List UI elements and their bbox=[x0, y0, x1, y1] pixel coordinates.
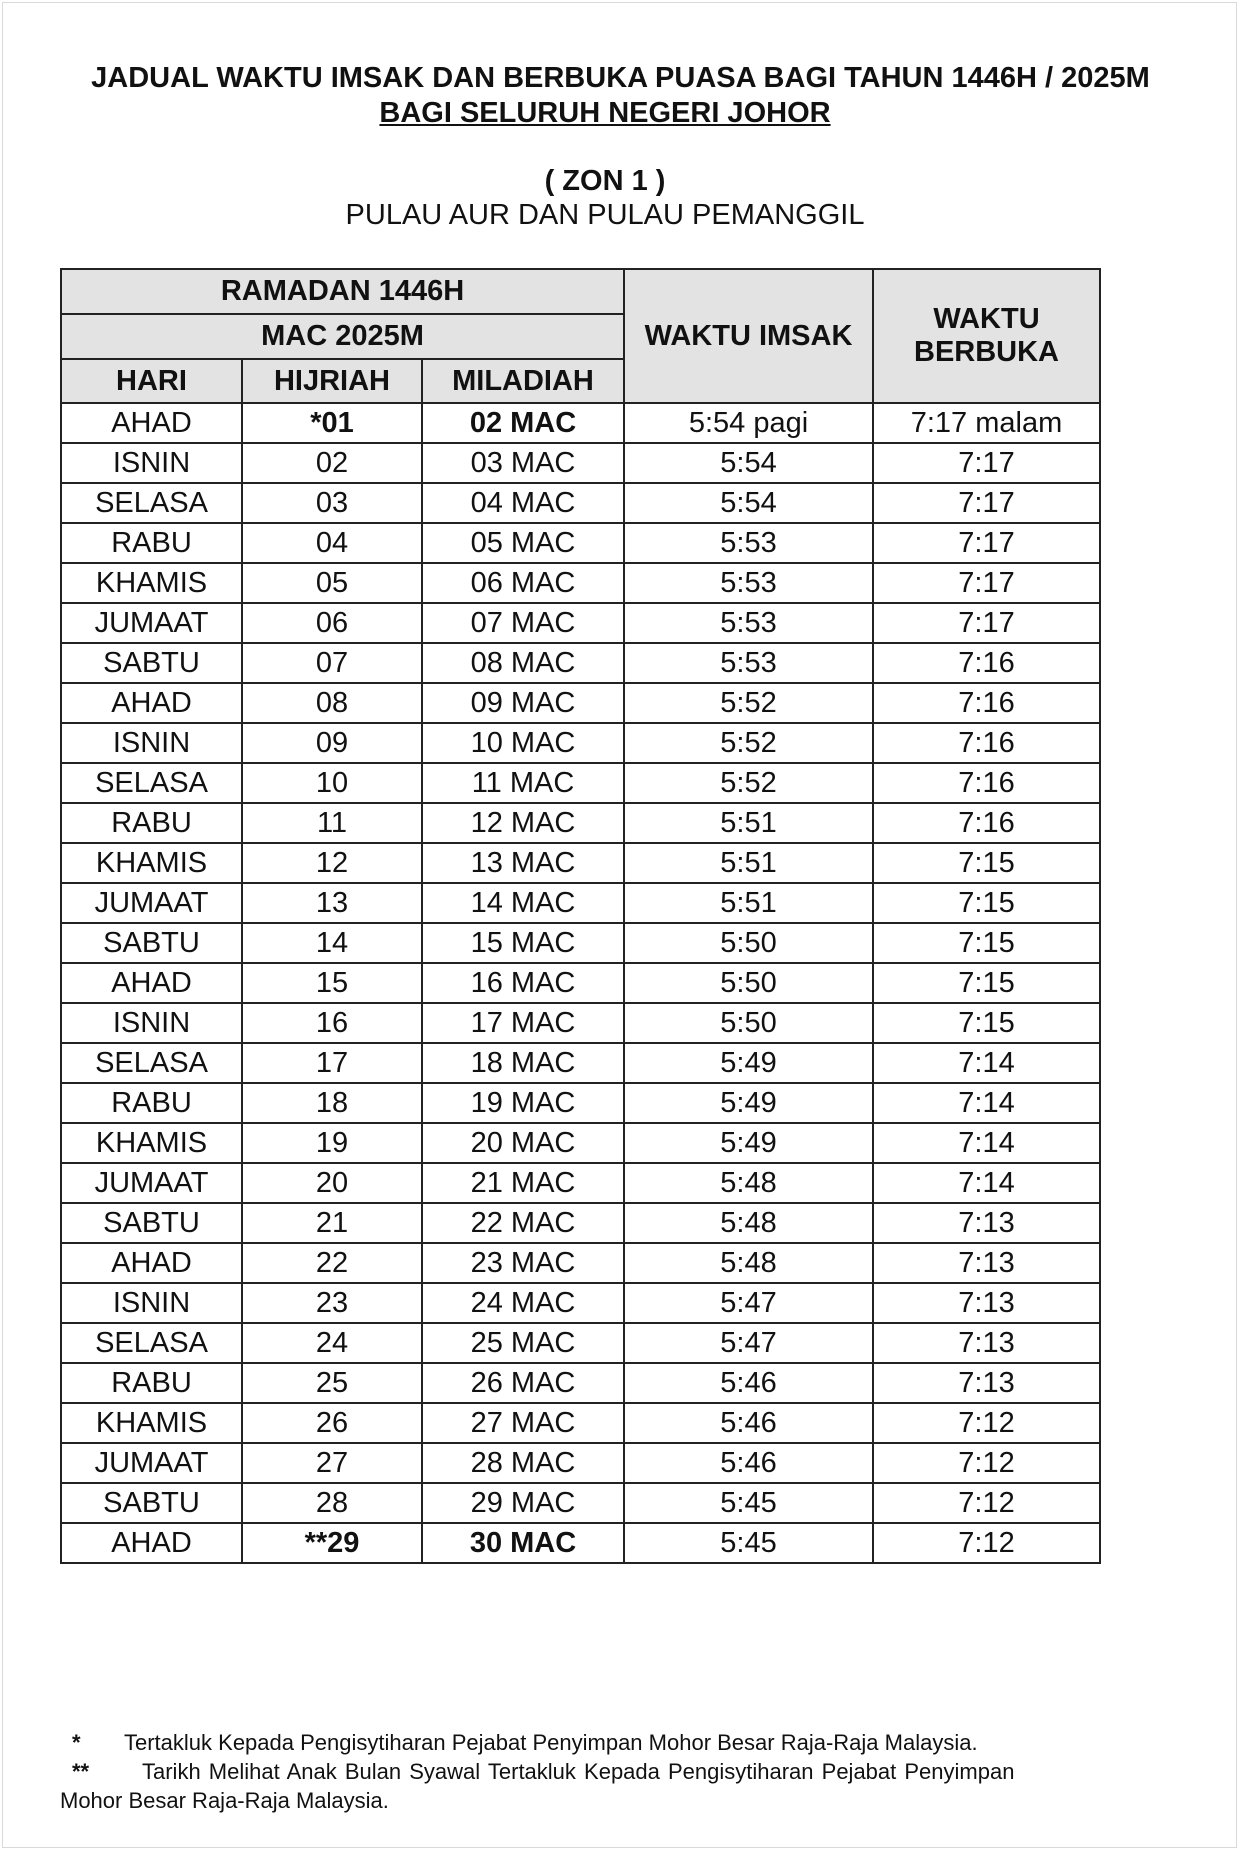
cell-miladiah: 12 MAC bbox=[422, 803, 624, 843]
cell-hari: ISNIN bbox=[61, 443, 242, 483]
cell-berbuka: 7:14 bbox=[873, 1043, 1100, 1083]
cell-hari: KHAMIS bbox=[61, 1403, 242, 1443]
cell-hijriah: **29 bbox=[242, 1523, 422, 1563]
table-row bbox=[61, 883, 1100, 923]
document-subtitle: BAGI SELURUH NEGERI JOHOR bbox=[379, 97, 831, 129]
cell-miladiah: 19 MAC bbox=[422, 1083, 624, 1123]
cell-imsak: 5:54 bbox=[624, 483, 873, 523]
cell-hijriah: 10 bbox=[242, 763, 422, 803]
cell-miladiah: 23 MAC bbox=[422, 1243, 624, 1283]
table-row bbox=[61, 683, 1100, 723]
cell-hari: JUMAAT bbox=[61, 1443, 242, 1483]
schedule-body bbox=[61, 403, 1100, 1563]
footnote-1-text: Tertakluk Kepada Pengisytiharan Pejabat Penyimpan Mohor Besar Raja-Raja Malaysia. bbox=[124, 1730, 978, 1755]
cell-berbuka: 7:12 bbox=[873, 1403, 1100, 1443]
cell-imsak: 5:47 bbox=[624, 1283, 873, 1323]
table-row bbox=[61, 1283, 1100, 1323]
cell-berbuka: 7:16 bbox=[873, 763, 1100, 803]
table-row bbox=[61, 1203, 1100, 1243]
cell-miladiah: 28 MAC bbox=[422, 1443, 624, 1483]
cell-miladiah: 22 MAC bbox=[422, 1203, 624, 1243]
cell-hijriah: 09 bbox=[242, 723, 422, 763]
cell-miladiah: 09 MAC bbox=[422, 683, 624, 723]
cell-berbuka: 7:14 bbox=[873, 1123, 1100, 1163]
cell-berbuka: 7:13 bbox=[873, 1243, 1100, 1283]
table-row bbox=[61, 1243, 1100, 1283]
table-row bbox=[61, 923, 1100, 963]
cell-hari: SELASA bbox=[61, 1043, 242, 1083]
table-row bbox=[61, 1043, 1100, 1083]
cell-berbuka: 7:15 bbox=[873, 923, 1100, 963]
cell-miladiah: 25 MAC bbox=[422, 1323, 624, 1363]
cell-hari: JUMAAT bbox=[61, 1163, 242, 1203]
cell-miladiah: 08 MAC bbox=[422, 643, 624, 683]
cell-imsak: 5:50 bbox=[624, 923, 873, 963]
header-waktu-berbuka: WAKTU BERBUKA bbox=[873, 269, 1100, 403]
cell-imsak: 5:46 bbox=[624, 1403, 873, 1443]
cell-miladiah: 02 MAC bbox=[422, 403, 624, 443]
cell-hijriah: 19 bbox=[242, 1123, 422, 1163]
table-row bbox=[61, 1363, 1100, 1403]
cell-miladiah: 06 MAC bbox=[422, 563, 624, 603]
cell-berbuka: 7:17 malam bbox=[873, 403, 1100, 443]
cell-berbuka: 7:13 bbox=[873, 1283, 1100, 1323]
table-row bbox=[61, 1003, 1100, 1043]
cell-hijriah: *01 bbox=[242, 403, 422, 443]
cell-berbuka: 7:15 bbox=[873, 963, 1100, 1003]
header-ramadan: RAMADAN 1446H bbox=[61, 269, 624, 314]
cell-berbuka: 7:17 bbox=[873, 523, 1100, 563]
cell-hari: SABTU bbox=[61, 1483, 242, 1523]
footnote-2-mark: ** bbox=[72, 1759, 90, 1784]
table-row bbox=[61, 523, 1100, 563]
cell-berbuka: 7:14 bbox=[873, 1163, 1100, 1203]
cell-hari: AHAD bbox=[61, 1523, 242, 1563]
table-row bbox=[61, 1403, 1100, 1443]
cell-hari: KHAMIS bbox=[61, 1123, 242, 1163]
cell-hijriah: 02 bbox=[242, 443, 422, 483]
table-row bbox=[61, 483, 1100, 523]
cell-hijriah: 04 bbox=[242, 523, 422, 563]
cell-imsak: 5:51 bbox=[624, 883, 873, 923]
cell-berbuka: 7:15 bbox=[873, 1003, 1100, 1043]
cell-hari: AHAD bbox=[61, 683, 242, 723]
cell-imsak: 5:48 bbox=[624, 1203, 873, 1243]
cell-hijriah: 20 bbox=[242, 1163, 422, 1203]
cell-hijriah: 28 bbox=[242, 1483, 422, 1523]
cell-miladiah: 16 MAC bbox=[422, 963, 624, 1003]
table-row bbox=[61, 643, 1100, 683]
cell-imsak: 5:48 bbox=[624, 1243, 873, 1283]
cell-miladiah: 07 MAC bbox=[422, 603, 624, 643]
cell-miladiah: 10 MAC bbox=[422, 723, 624, 763]
cell-hijriah: 08 bbox=[242, 683, 422, 723]
cell-hijriah: 17 bbox=[242, 1043, 422, 1083]
cell-miladiah: 04 MAC bbox=[422, 483, 624, 523]
cell-imsak: 5:46 bbox=[624, 1443, 873, 1483]
table-row bbox=[61, 803, 1100, 843]
cell-miladiah: 15 MAC bbox=[422, 923, 624, 963]
cell-hari: AHAD bbox=[61, 963, 242, 1003]
cell-imsak: 5:53 bbox=[624, 523, 873, 563]
cell-hijriah: 16 bbox=[242, 1003, 422, 1043]
cell-imsak: 5:52 bbox=[624, 683, 873, 723]
header-miladiah: MILADIAH bbox=[422, 359, 624, 403]
cell-berbuka: 7:15 bbox=[873, 883, 1100, 923]
cell-imsak: 5:48 bbox=[624, 1163, 873, 1203]
cell-hijriah: 03 bbox=[242, 483, 422, 523]
table-row bbox=[61, 603, 1100, 643]
footnote-2 bbox=[60, 1757, 1160, 1786]
cell-berbuka: 7:16 bbox=[873, 683, 1100, 723]
cell-imsak: 5:49 bbox=[624, 1043, 873, 1083]
schedule-table bbox=[60, 268, 1101, 1564]
cell-berbuka: 7:16 bbox=[873, 803, 1100, 843]
cell-berbuka: 7:16 bbox=[873, 723, 1100, 763]
cell-imsak: 5:51 bbox=[624, 843, 873, 883]
cell-berbuka: 7:13 bbox=[873, 1323, 1100, 1363]
table-row bbox=[61, 443, 1100, 483]
table-row bbox=[61, 1163, 1100, 1203]
cell-imsak: 5:54 pagi bbox=[624, 403, 873, 443]
table-row bbox=[61, 563, 1100, 603]
cell-hijriah: 14 bbox=[242, 923, 422, 963]
cell-imsak: 5:45 bbox=[624, 1483, 873, 1523]
footnote-1-mark: * bbox=[72, 1730, 81, 1755]
cell-hari: RABU bbox=[61, 803, 242, 843]
footnote-2-text: Tarikh Melihat Anak Bulan Syawal Tertakluk Kepada Pengisytiharan Pejabat Penyimpan bbox=[142, 1759, 1015, 1784]
table-row bbox=[61, 1123, 1100, 1163]
cell-imsak: 5:45 bbox=[624, 1523, 873, 1563]
cell-miladiah: 20 MAC bbox=[422, 1123, 624, 1163]
cell-miladiah: 03 MAC bbox=[422, 443, 624, 483]
cell-hijriah: 26 bbox=[242, 1403, 422, 1443]
cell-hijriah: 23 bbox=[242, 1283, 422, 1323]
footnotes bbox=[60, 1728, 1160, 1815]
cell-berbuka: 7:13 bbox=[873, 1363, 1100, 1403]
cell-hijriah: 11 bbox=[242, 803, 422, 843]
cell-imsak: 5:49 bbox=[624, 1123, 873, 1163]
header-mac: MAC 2025M bbox=[61, 314, 624, 359]
cell-imsak: 5:54 bbox=[624, 443, 873, 483]
cell-hari: ISNIN bbox=[61, 1283, 242, 1323]
cell-miladiah: 13 MAC bbox=[422, 843, 624, 883]
footnote-1 bbox=[60, 1728, 1160, 1757]
cell-berbuka: 7:13 bbox=[873, 1203, 1100, 1243]
cell-miladiah: 21 MAC bbox=[422, 1163, 624, 1203]
table-row bbox=[61, 843, 1100, 883]
cell-berbuka: 7:14 bbox=[873, 1083, 1100, 1123]
cell-berbuka: 7:12 bbox=[873, 1523, 1100, 1563]
cell-hari: SELASA bbox=[61, 483, 242, 523]
cell-hari: RABU bbox=[61, 1083, 242, 1123]
cell-hijriah: 21 bbox=[242, 1203, 422, 1243]
cell-hijriah: 15 bbox=[242, 963, 422, 1003]
cell-hijriah: 18 bbox=[242, 1083, 422, 1123]
cell-hijriah: 12 bbox=[242, 843, 422, 883]
cell-hari: SELASA bbox=[61, 763, 242, 803]
cell-berbuka: 7:17 bbox=[873, 603, 1100, 643]
cell-hijriah: 24 bbox=[242, 1323, 422, 1363]
zone-label: ( ZON 1 ) bbox=[544, 165, 666, 197]
cell-miladiah: 30 MAC bbox=[422, 1523, 624, 1563]
cell-hijriah: 22 bbox=[242, 1243, 422, 1283]
cell-hijriah: 27 bbox=[242, 1443, 422, 1483]
zone-place: PULAU AUR DAN PULAU PEMANGGIL bbox=[345, 199, 865, 231]
cell-hari: SABTU bbox=[61, 1203, 242, 1243]
table-row bbox=[61, 1083, 1100, 1123]
cell-berbuka: 7:12 bbox=[873, 1443, 1100, 1483]
cell-hijriah: 07 bbox=[242, 643, 422, 683]
cell-miladiah: 17 MAC bbox=[422, 1003, 624, 1043]
table-row bbox=[61, 403, 1100, 443]
cell-imsak: 5:51 bbox=[624, 803, 873, 843]
table-row bbox=[61, 1443, 1100, 1483]
cell-imsak: 5:49 bbox=[624, 1083, 873, 1123]
cell-miladiah: 11 MAC bbox=[422, 763, 624, 803]
cell-hari: SABTU bbox=[61, 923, 242, 963]
header-hari: HARI bbox=[61, 359, 242, 403]
cell-hari: AHAD bbox=[61, 1243, 242, 1283]
cell-miladiah: 29 MAC bbox=[422, 1483, 624, 1523]
cell-imsak: 5:53 bbox=[624, 563, 873, 603]
cell-berbuka: 7:15 bbox=[873, 843, 1100, 883]
cell-hari: RABU bbox=[61, 1363, 242, 1403]
cell-hari: JUMAAT bbox=[61, 603, 242, 643]
cell-miladiah: 26 MAC bbox=[422, 1363, 624, 1403]
cell-hari: SABTU bbox=[61, 643, 242, 683]
cell-hari: ISNIN bbox=[61, 723, 242, 763]
cell-hari: ISNIN bbox=[61, 1003, 242, 1043]
cell-miladiah: 14 MAC bbox=[422, 883, 624, 923]
cell-hijriah: 13 bbox=[242, 883, 422, 923]
cell-imsak: 5:52 bbox=[624, 723, 873, 763]
table-row bbox=[61, 1523, 1100, 1563]
cell-miladiah: 05 MAC bbox=[422, 523, 624, 563]
header-hijriah: HIJRIAH bbox=[242, 359, 422, 403]
header-waktu-imsak: WAKTU IMSAK bbox=[624, 269, 873, 403]
cell-imsak: 5:46 bbox=[624, 1363, 873, 1403]
document-title: JADUAL WAKTU IMSAK DAN BERBUKA PUASA BAGI TAHUN 1446H / 2025M bbox=[91, 62, 1150, 94]
cell-imsak: 5:47 bbox=[624, 1323, 873, 1363]
cell-hari: RABU bbox=[61, 523, 242, 563]
cell-berbuka: 7:17 bbox=[873, 483, 1100, 523]
cell-imsak: 5:53 bbox=[624, 603, 873, 643]
cell-imsak: 5:53 bbox=[624, 643, 873, 683]
cell-imsak: 5:50 bbox=[624, 1003, 873, 1043]
cell-berbuka: 7:16 bbox=[873, 643, 1100, 683]
cell-hijriah: 25 bbox=[242, 1363, 422, 1403]
cell-hijriah: 06 bbox=[242, 603, 422, 643]
cell-miladiah: 27 MAC bbox=[422, 1403, 624, 1443]
cell-hari: KHAMIS bbox=[61, 843, 242, 883]
cell-berbuka: 7:12 bbox=[873, 1483, 1100, 1523]
table-row bbox=[61, 763, 1100, 803]
cell-hari: SELASA bbox=[61, 1323, 242, 1363]
cell-hari: KHAMIS bbox=[61, 563, 242, 603]
cell-hari: JUMAAT bbox=[61, 883, 242, 923]
table-row bbox=[61, 963, 1100, 1003]
table-row bbox=[61, 1483, 1100, 1523]
cell-miladiah: 24 MAC bbox=[422, 1283, 624, 1323]
cell-hari: AHAD bbox=[61, 403, 242, 443]
cell-berbuka: 7:17 bbox=[873, 443, 1100, 483]
cell-berbuka: 7:17 bbox=[873, 563, 1100, 603]
footnote-2-continued: Mohor Besar Raja-Raja Malaysia. bbox=[60, 1788, 389, 1813]
cell-hijriah: 05 bbox=[242, 563, 422, 603]
cell-imsak: 5:52 bbox=[624, 763, 873, 803]
cell-miladiah: 18 MAC bbox=[422, 1043, 624, 1083]
table-row bbox=[61, 1323, 1100, 1363]
table-row bbox=[61, 723, 1100, 763]
cell-imsak: 5:50 bbox=[624, 963, 873, 1003]
